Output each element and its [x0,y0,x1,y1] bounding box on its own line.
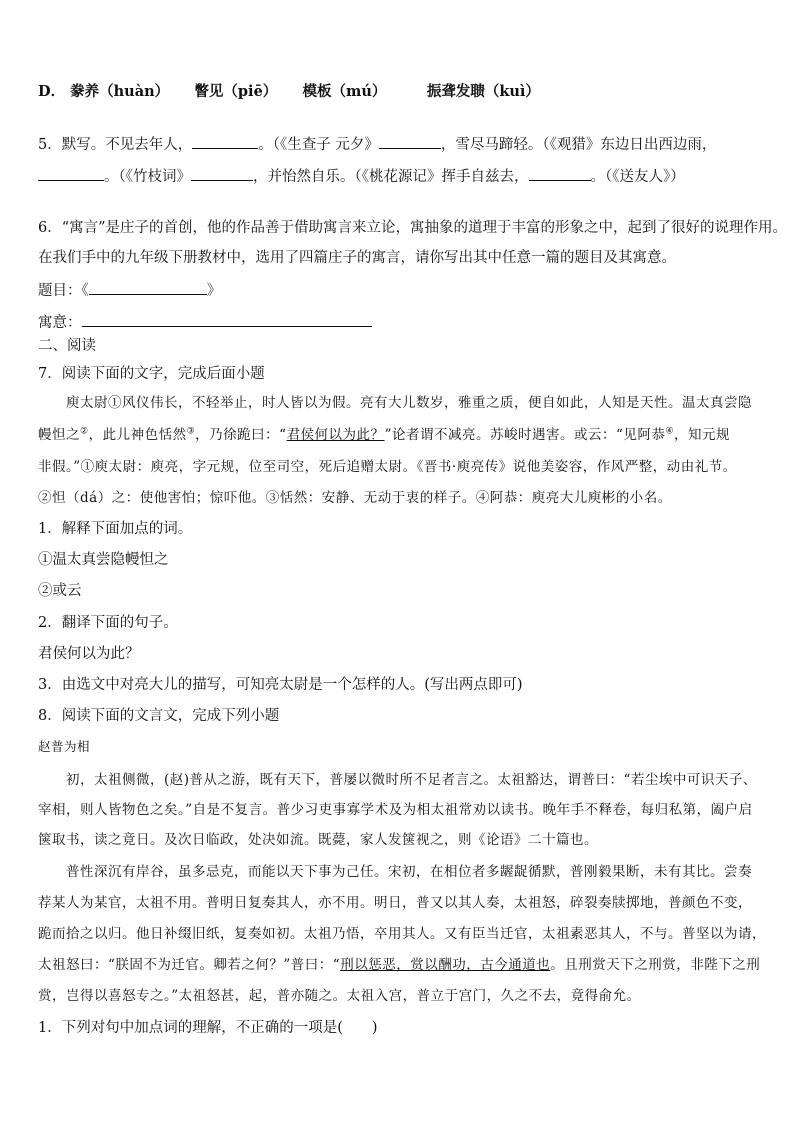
q7-passage-line: ②怛（dá）之：使他害怕；惊吓他。③恬然：安静、无动于衷的样子。④阿恭：庾亮大儿庾彬的小名。 [38,490,672,506]
q7-sub1: 1．解释下面加点的词。 [38,521,193,537]
q7-sub3: 3．由选文中对亮大儿的描写，可知亮太尉是一个怎样的人。(写出两点即可) [38,677,523,693]
q8-passage-line: 箧取书，读之竟日。及次日临政，处决如流。既薨，家人发箧视之，则《论语》二十篇也。 [38,832,598,848]
q8-passage-title: 赵普为相 [38,739,91,754]
title-blank[interactable] [89,280,207,295]
section-heading: 二、阅读 [38,338,96,354]
answer-blank[interactable] [192,134,258,149]
q8-passage-line: 普性深沉有岸谷，虽多忌克，而能以天下事为己任。宋初，在相位者多龌龊循默，普刚毅果断，未有其比。尝奏 [66,864,752,880]
q5-line-2: 。（《竹枝词》 ，并怡然自乐。（《桃花源记》挥手自兹去， 。（《送友人》） [38,166,685,187]
q8-heading: 8．阅读下面的文言文，完成下列小题 [38,708,280,724]
q8-passage-line: 荐某人为某官，太祖不用。普明日复奏其人，亦不用。明日，普又以其人奏，太祖怒，碎裂奏牍掷地，普颜色不变， [38,895,752,911]
q7-heading: 7．阅读下面的文字，完成后面小题 [38,366,265,382]
q8-passage-line: 初，太祖侧微，(赵)普从之游，既有天下，普屡以微时所不足者言之。太祖豁达，谓普曰：“若尘埃中可识天子、 [66,772,757,788]
q6-line-2: 在我们手中的九年级下册教材中，选用了四篇庄子的寓言，请你写出其中任意一篇的题目及其寓意。 [38,250,676,266]
q6-title-line: 题目：《 》 [38,280,221,301]
option-d: D． 豢养（huàn） 瞥见（piē） 模板（mú） 振聋发聩（kuì） [38,83,540,100]
q8-sub1: 1．下列对句中加点词的理解，不正确的一项是( ) [38,1020,378,1036]
q7-sub2-sentence: 君侯何以为此？ [38,646,140,662]
q8-passage-line: 宰相，则人皆物色之矣。”自是不复言。普少习吏事寡学术及为相太祖常劝以读书。晚年手不释卷，每归私第，阖户启 [38,802,753,818]
answer-blank[interactable] [379,134,441,149]
q7-passage-line: 非假。”①庾太尉：庾亮，字元规，位至司空，死后追赠太尉。《晋书·庾亮传》说他美姿容，作风严整，动由礼节。 [38,459,737,475]
q5-line-1: 5．默写。不见去年人， 。（《生查子 元夕》 ，雪尽马蹄轻。（《观猎》东边日出西边雨， [38,134,716,155]
q7-sub1-item1: ①温太真尝隐幔怛之 [38,552,169,568]
q7-sub1-item2: ②或云 [38,583,82,599]
answer-blank[interactable] [191,166,253,181]
q8-passage-line: 赏，岂得以喜怒专之。”太祖怒甚，起，普亦随之。太祖入宫，普立于宫门，久之不去，竟得俞允。 [38,988,641,1004]
q8-passage-line: 跪而拾之以归。他日补缀旧纸，复奏如初。太祖乃悟，卒用其人。又有臣当迁官，太祖素恶其人，不与。普坚以为请， [38,926,766,942]
q7-passage-line: 庾太尉①风仪伟长，不轻举止，时人皆以为假。亮有大儿数岁，雅重之质，便自如此，人知是天性。温太真尝隐 [66,395,752,411]
answer-blank[interactable] [38,166,104,181]
q7-passage-line: 幔怛之②，此儿神色恬然③，乃徐跪曰：“君侯何以为此？”论者谓不减亮。苏峻时遇害。或云：“见阿恭④，知元规 [38,426,730,443]
answer-blank[interactable] [529,166,591,181]
q8-passage-line: 太祖怒曰：“朕固不为迁官。卿若之何？”普曰：“刑以惩恶，赏以酬功，古今通道也。且刑赏天下之刑赏，非陛下之刑 [38,957,761,973]
q6-meaning-line: 寓意： [38,312,372,333]
q7-sub2: 2．翻译下面的句子。 [38,615,178,631]
meaning-blank[interactable] [82,312,372,327]
q6-line-1: 6．“寓言”是庄子的首创，他的作品善于借助寓言来立论，寓抽象的道理于丰富的形象之中，起到了很好的说理作用。 [38,220,788,236]
